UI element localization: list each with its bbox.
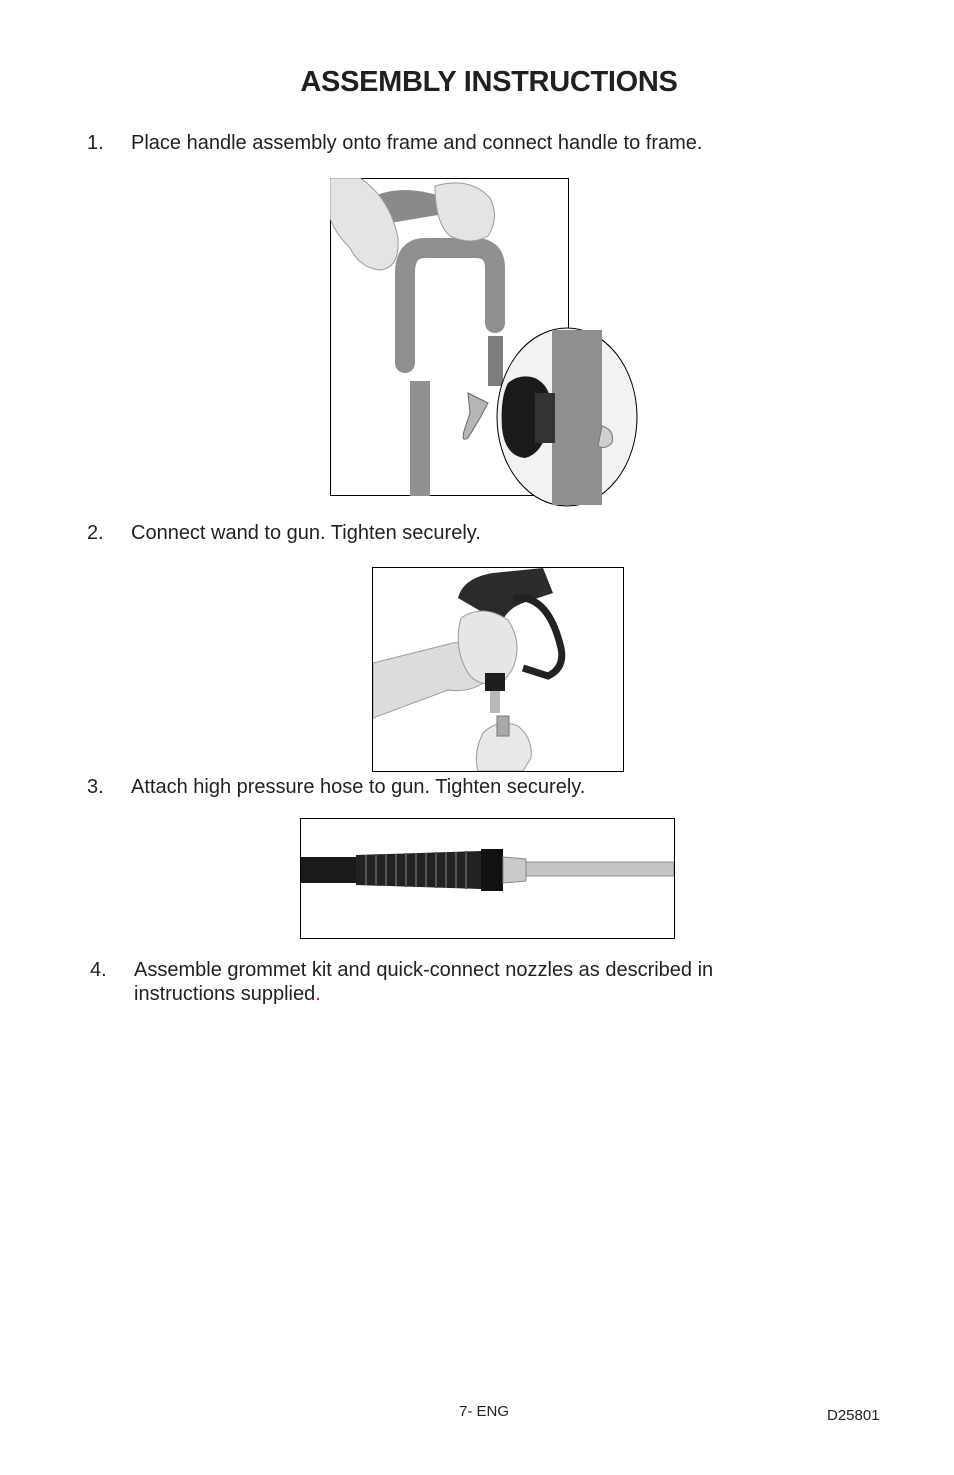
- step-number: 3.: [87, 776, 104, 798]
- step-number: 2.: [87, 522, 104, 544]
- red-period: .: [315, 983, 321, 1005]
- figure-wand-to-gun: [372, 567, 624, 772]
- step-text-line-2-main: instructions supplied: [134, 983, 316, 1005]
- hose-wand-illustration: [301, 819, 674, 938]
- figure-handle-assembly: [330, 178, 568, 495]
- step-number: 1.: [87, 132, 104, 154]
- gun-wand-illustration: [373, 568, 623, 771]
- document-id: D25801: [827, 1407, 880, 1424]
- step-1: [87, 131, 847, 155]
- page-number: 7- ENG: [459, 1403, 510, 1420]
- step-2: [87, 521, 847, 545]
- handle-frame-illustration: [330, 178, 640, 513]
- step-text: Connect wand to gun. Tighten securely.: [131, 522, 481, 544]
- step-4: [90, 958, 850, 1006]
- step-text-line-2: [134, 982, 321, 1006]
- step-text-line-1: Assemble grommet kit and quick-connect nozzles as described in: [134, 959, 714, 981]
- step-text: Place handle assembly onto frame and connect handle to frame.: [131, 132, 703, 154]
- step-text: Attach high pressure hose to gun. Tighten securely.: [131, 776, 586, 798]
- step-3: [87, 775, 847, 799]
- figure-hose-to-gun: [300, 818, 675, 939]
- page-title: ASSEMBLY INSTRUCTIONS: [300, 66, 678, 98]
- step-number: 4.: [90, 959, 107, 981]
